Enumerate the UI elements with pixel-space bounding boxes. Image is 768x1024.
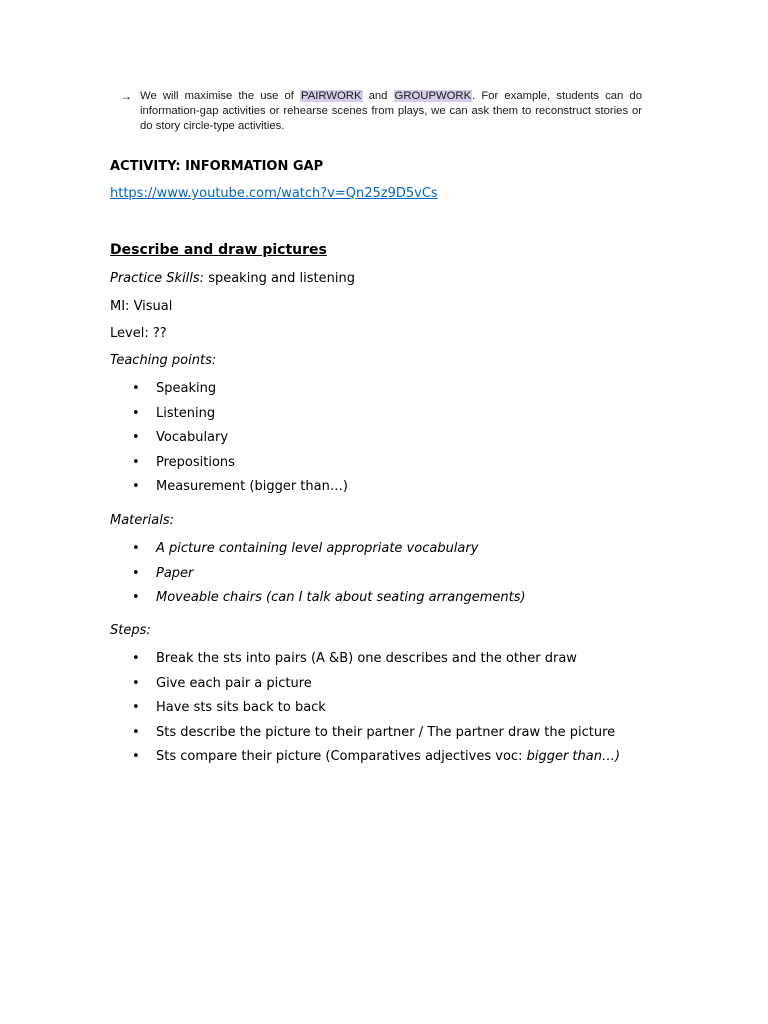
list-item-text: Have sts sits back to back xyxy=(156,700,326,716)
bullet-icon: • xyxy=(132,479,140,495)
list-item-text: Listening xyxy=(156,405,216,421)
section-title: Describe and draw pictures xyxy=(110,242,327,258)
practice-skills-value: speaking and listening xyxy=(204,271,355,286)
materials-label: Materials: xyxy=(110,513,174,528)
bullet-icon: • xyxy=(132,700,140,716)
list-item-text: Vocabulary xyxy=(156,430,229,446)
list-item-text: Moveable chairs (can I talk about seating arrangements) xyxy=(156,590,526,606)
list-item-text: Break the sts into pairs (A &B) one describes and the other draw xyxy=(156,651,577,666)
list-item-text-prefix: Sts compare their picture (Comparatives adjectives voc: xyxy=(156,749,527,765)
list-item-text: Measurement (bigger than…) xyxy=(156,479,348,495)
level-line: Level: ?? xyxy=(110,326,167,341)
bullet-icon: • xyxy=(132,749,140,765)
steps-label: Steps: xyxy=(110,623,151,638)
list-item-text: A picture containing level appropriate vocabulary xyxy=(156,541,479,556)
bullet-icon: • xyxy=(132,651,140,666)
quoted-paragraph-text xyxy=(140,89,642,134)
list-item-text: Paper xyxy=(156,565,194,581)
quote-text-part2: and xyxy=(362,90,394,102)
highlight-pairwork: PAIRWORK xyxy=(301,90,362,102)
list-item-text: Speaking xyxy=(156,381,217,396)
practice-skills-label: Practice Skills: xyxy=(110,271,205,286)
highlight-groupwork: GROUPWORK xyxy=(394,90,472,102)
bullet-icon: • xyxy=(132,430,140,446)
bullet-icon: • xyxy=(132,675,140,691)
youtube-link[interactable]: https://www.youtube.com/watch?v=Qn25z9D5vCs xyxy=(110,186,438,201)
teaching-points-label: Teaching points: xyxy=(110,353,217,368)
quote-text-part1: We will maximise the use of xyxy=(140,90,301,102)
list-item-text: Give each pair a picture xyxy=(156,675,312,691)
quote-text-part3: . For example, students can do information-gap activities or rehearse scenes from plays, we can ask them to reconstruct stories or do story circle-type activities. xyxy=(140,90,642,132)
bullet-icon: • xyxy=(132,565,140,581)
list-item-text xyxy=(156,748,620,766)
list-item-text-italic: bigger than…) xyxy=(526,749,621,765)
arrow-icon: → xyxy=(120,89,132,103)
bullet-icon: • xyxy=(132,724,140,740)
activity-heading: ACTIVITY: INFORMATION GAP xyxy=(110,159,324,174)
practice-skills-line xyxy=(110,270,355,288)
quoted-paragraph xyxy=(120,89,642,134)
bullet-icon: • xyxy=(132,381,140,396)
bullet-icon: • xyxy=(132,405,140,421)
bullet-icon: • xyxy=(132,541,140,556)
list-item-text: Sts describe the picture to their partner / The partner draw the picture xyxy=(156,724,616,740)
mi-line: MI: Visual xyxy=(110,299,173,314)
bullet-icon: • xyxy=(132,454,140,470)
list-item-text: Prepositions xyxy=(156,454,235,470)
bullet-icon: • xyxy=(132,590,140,606)
